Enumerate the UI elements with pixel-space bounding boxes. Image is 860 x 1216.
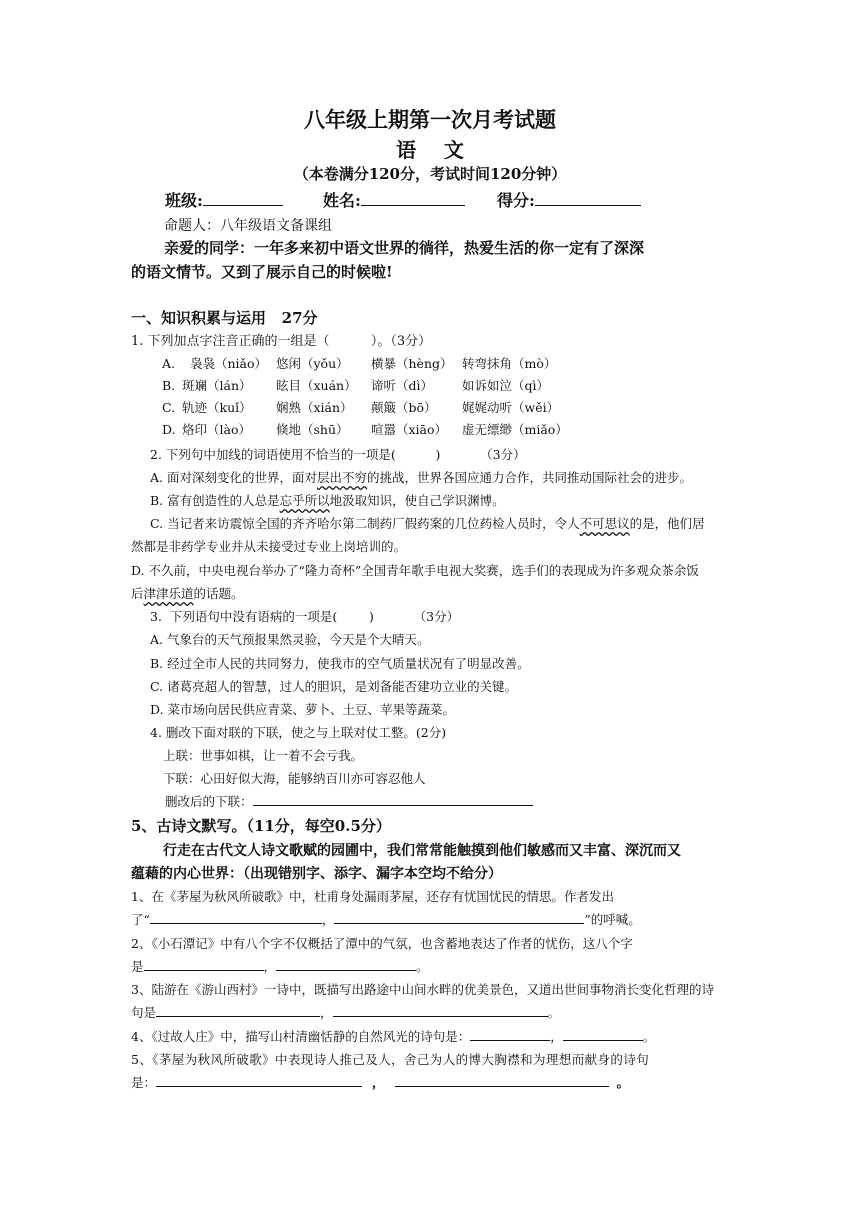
class-blank[interactable]	[203, 192, 283, 206]
item3-blank-2[interactable]	[333, 1003, 548, 1017]
item4-blank-2[interactable]	[563, 1027, 643, 1041]
q2-stem: 2. 下列句中加线的词语使用不恰当的一项是( ) （3分）	[150, 447, 526, 462]
class-field[interactable]	[165, 188, 283, 211]
q3-stem: 3. 下列语句中没有语病的一项是( ) （3分）	[150, 609, 460, 624]
section5-intro-1: 行走在古代文人诗文歌赋的园圃中，我们常常能触摸到他们敏感而又丰富、深沉而又	[163, 843, 681, 859]
item3-blank-1[interactable]	[156, 1003, 320, 1017]
q2-d-marked-word: 津津乐道	[143, 586, 194, 601]
q4-lower-couplet: 下联：心田好似大海，能够纳百川亦可容忍他人	[163, 771, 426, 786]
q4-answer-line[interactable]: 删改后的下联：	[165, 792, 533, 810]
q2-option-c[interactable]: C. 当记者来访震惊全国的齐齐哈尔第二制药厂假药案的几位药检人员时，令人不可思议的是，他们居	[150, 516, 705, 531]
q2-option-d[interactable]: D. 不久前，中央电视台举办了“隆力奇杯”全国青年歌手电视大奖赛，选手们的表现成为许多观众茶余饭	[131, 563, 699, 578]
q1-option-a[interactable]: A. 袅袅（niǎo） 悠闲（yǒu） 横暴（hèng） 转弯抹角（mò）	[162, 356, 557, 371]
q2-option-d-cont: 后津津乐道的话题。	[131, 586, 244, 601]
q3-option-a[interactable]: A. 气象台的天气预报果然灵验，今天是个大晴天。	[150, 632, 430, 647]
q4-stem: 4. 删改下面对联的下联，使之与上联对仗工整。(2分)	[150, 725, 447, 740]
item5-line-a: 5、《茅屋为秋风所破歌》中表现诗人推己及人，舍己为人的博大胸襟和为理想而献身的诗句	[131, 1052, 650, 1067]
q2-b-marked-word: 忘乎所以	[279, 493, 330, 508]
item2-blank-2[interactable]	[276, 957, 416, 971]
section5-heading: 5、古诗文默写。（11分，每空0.5分）	[131, 817, 391, 835]
exam-title: 八年级上期第一次月考试题	[304, 107, 556, 132]
item4-line[interactable]: 4、《过故人庄》中，描写山村清幽恬静的自然风光的诗句是： ， 。	[131, 1029, 656, 1044]
q3-option-d[interactable]: D. 菜市场向居民供应青菜、萝卜、土豆、苹果等蔬菜。	[150, 702, 456, 717]
author-line: 命题人：八年级语文备课组	[164, 218, 332, 234]
q3-option-c[interactable]: C. 诸葛亮超人的智慧，过人的胆识，是刘备能否建功立业的关键。	[150, 679, 518, 694]
item3-line-a: 3、陆游在《游山西村》一诗中，既描写出路途中山间水畔的优美景色，又道出世间事物消长变化哲理的诗	[131, 982, 714, 997]
exam-note: （本卷满分120分，考试时间120分钟）	[293, 165, 567, 183]
section5-intro-2: 蕴藉的内心世界：（出现错别字、添字、漏字本空均不给分）	[131, 866, 502, 882]
score-blank[interactable]	[535, 192, 641, 206]
item3-line-b[interactable]: 句是 ， 。	[131, 1005, 561, 1020]
item2-blank-1[interactable]	[144, 957, 264, 971]
q1-option-b[interactable]: B. 斑斓（lán） 眩目（xuán） 谛听（dì） 如诉如泣（qì）	[162, 378, 549, 393]
item5-line-b[interactable]: 是： ， 。	[131, 1075, 630, 1090]
q4-answer-blank[interactable]	[253, 792, 533, 806]
name-field[interactable]	[323, 188, 465, 211]
name-blank[interactable]	[361, 192, 465, 206]
q1-stem: 1. 下列加点字注音正确的一组是（ ）。（3分）	[131, 334, 432, 349]
q2-option-a[interactable]: A. 面对深刻变化的世界，面对层出不穷的挑战，世界各国应通力合作，共同推动国际社会的进步。	[150, 470, 693, 485]
greeting-line-2: 的语文情节。又到了展示自己的时候啦!	[131, 263, 393, 281]
item1-line-a: 1、在《茅屋为秋风所破歌》中，杜甫身处漏雨茅屋，还存有忧国忧民的情思。作者发出	[131, 889, 614, 904]
q3-option-b[interactable]: B. 经过全市人民的共同努力，使我市的空气质量状况有了明显改善。	[150, 656, 530, 671]
q4-upper-couplet: 上联：世事如棋，让一着不会亏我。	[163, 748, 364, 763]
item1-line-b[interactable]: 了“ ， ”的呼喊。	[131, 912, 641, 927]
item1-blank-1[interactable]	[150, 910, 322, 924]
item4-blank-1[interactable]	[470, 1027, 550, 1041]
score-label: 得分:	[497, 191, 535, 210]
score-field[interactable]	[497, 188, 641, 211]
section1-heading: 一、知识积累与运用 27分	[131, 309, 318, 327]
q2-c-marked-word: 不可思议	[579, 516, 630, 531]
item2-line-b[interactable]: 是 ， 。	[131, 959, 429, 974]
q2-option-b[interactable]: B. 富有创造性的人总是忘乎所以地汲取知识，使自己学识渊博。	[150, 493, 505, 508]
item5-blank-1[interactable]	[156, 1073, 362, 1087]
q1-option-d[interactable]: D. 烙印（lào） 倏地（shū） 喧嚣（xiāo） 虚无缥缈（miǎo）	[162, 422, 568, 437]
q2-option-c-cont: 然都是非药学专业并从未接受过专业上岗培训的。	[131, 539, 407, 554]
item2-line-a: 2、《小石潭记》中有八个字不仅概括了潭中的气氛，也含蓄地表达了作者的忧伤，这八个字	[131, 936, 633, 951]
subject-title: 语 文	[396, 138, 464, 162]
q2-a-marked-word: 层出不穷	[316, 470, 367, 485]
item1-blank-2[interactable]	[334, 910, 584, 924]
class-label: 班级:	[165, 191, 203, 210]
q1-option-c[interactable]: C. 轨迹（kuǐ） 娴熟（xián） 颠簸（bō） 娓娓动听（wěi）	[162, 400, 560, 415]
name-label: 姓名:	[323, 191, 361, 210]
item5-blank-2[interactable]	[395, 1073, 609, 1087]
greeting-line-1: 亲爱的同学：一年多来初中语文世界的徜徉，热爱生活的你一定有了深深	[164, 239, 645, 257]
